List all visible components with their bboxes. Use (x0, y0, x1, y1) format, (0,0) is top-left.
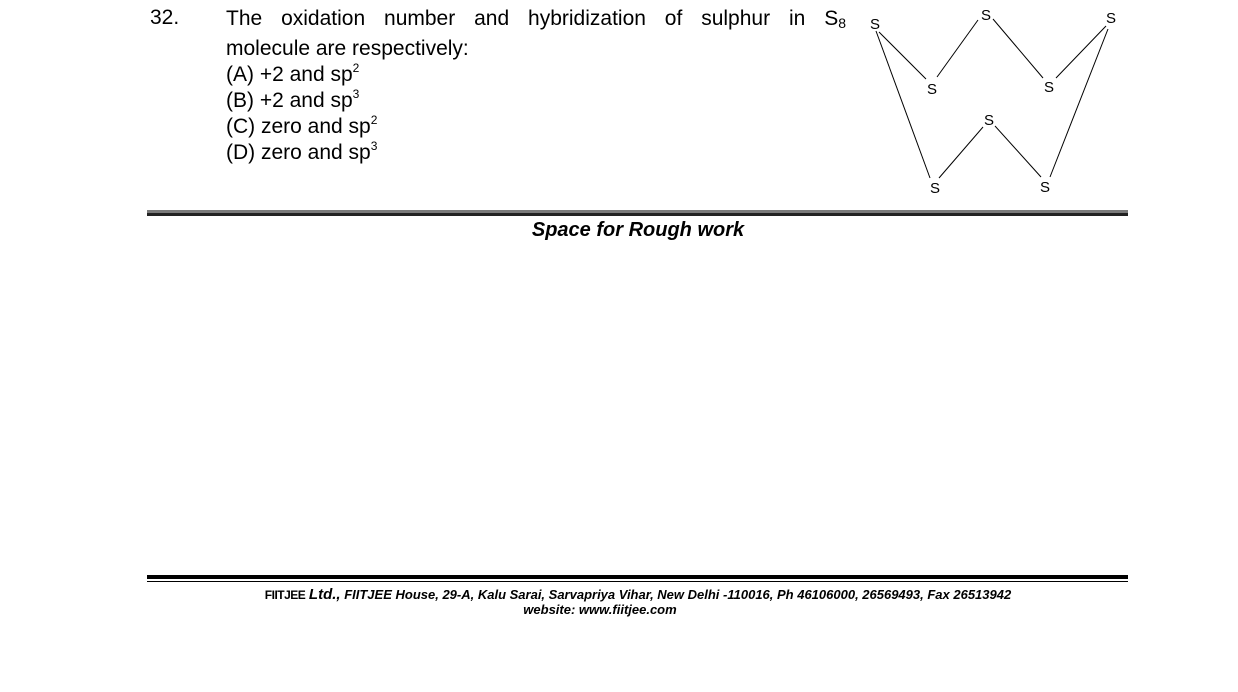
sulfur-atom-label: S (1105, 10, 1117, 27)
question-stem-subscript: 8 (838, 15, 846, 31)
rough-work-heading: Space for Rough work (531, 219, 745, 241)
option-b-text: (B) +2 and sp (226, 89, 353, 112)
footer-address: FIITJEE House, 29-A, Kalu Sarai, Sarvapriya Vihar, New Delhi -110016, Ph 46106000, 26569493, Fax 26513942 (344, 587, 1012, 602)
bond (879, 32, 926, 79)
section-divider (147, 210, 1128, 216)
bond (937, 20, 978, 77)
sulfur-atom-label: S (983, 112, 995, 129)
footer-address-line (0, 586, 1238, 603)
footer-ltd: Ltd., (308, 586, 341, 603)
question-text (226, 6, 846, 166)
option-a (226, 62, 846, 88)
option-d-superscript: 3 (370, 139, 378, 153)
question-number: 32. (150, 6, 180, 29)
footer-website: website: www.fiitjee.com (523, 602, 677, 617)
question-stem-line1 (226, 6, 846, 36)
bond (995, 126, 1041, 177)
sulfur-atom-label: S (869, 16, 881, 33)
footer-divider (147, 575, 1128, 582)
s8-bonds (876, 19, 1108, 178)
question-stem-line2: molecule are respectively: (226, 37, 469, 60)
question-stem-text: The oxidation number and hybridization of sulphur in S (226, 7, 839, 30)
option-b (226, 88, 846, 114)
sulfur-atom-label: S (929, 180, 941, 197)
option-c-superscript: 2 (370, 113, 378, 127)
footer-brand: FIITJEE (264, 588, 306, 602)
option-a-text: (A) +2 and sp (226, 63, 353, 86)
option-d-text: (D) zero and sp (226, 141, 371, 164)
bond (876, 31, 930, 178)
sulfur-atom-label: S (980, 7, 992, 24)
option-b-superscript: 3 (352, 87, 360, 101)
s8-ring-diagram (855, 0, 1135, 205)
sulfur-atom-label: S (1039, 179, 1051, 196)
option-c-text: (C) zero and sp (226, 115, 371, 138)
option-a-superscript: 2 (352, 61, 360, 75)
bond (939, 127, 983, 178)
option-d (226, 140, 846, 166)
bond (993, 19, 1043, 78)
bond (1050, 29, 1108, 177)
option-c (226, 114, 846, 140)
sulfur-atom-label: S (1043, 79, 1055, 96)
sulfur-atom-label: S (926, 81, 938, 98)
